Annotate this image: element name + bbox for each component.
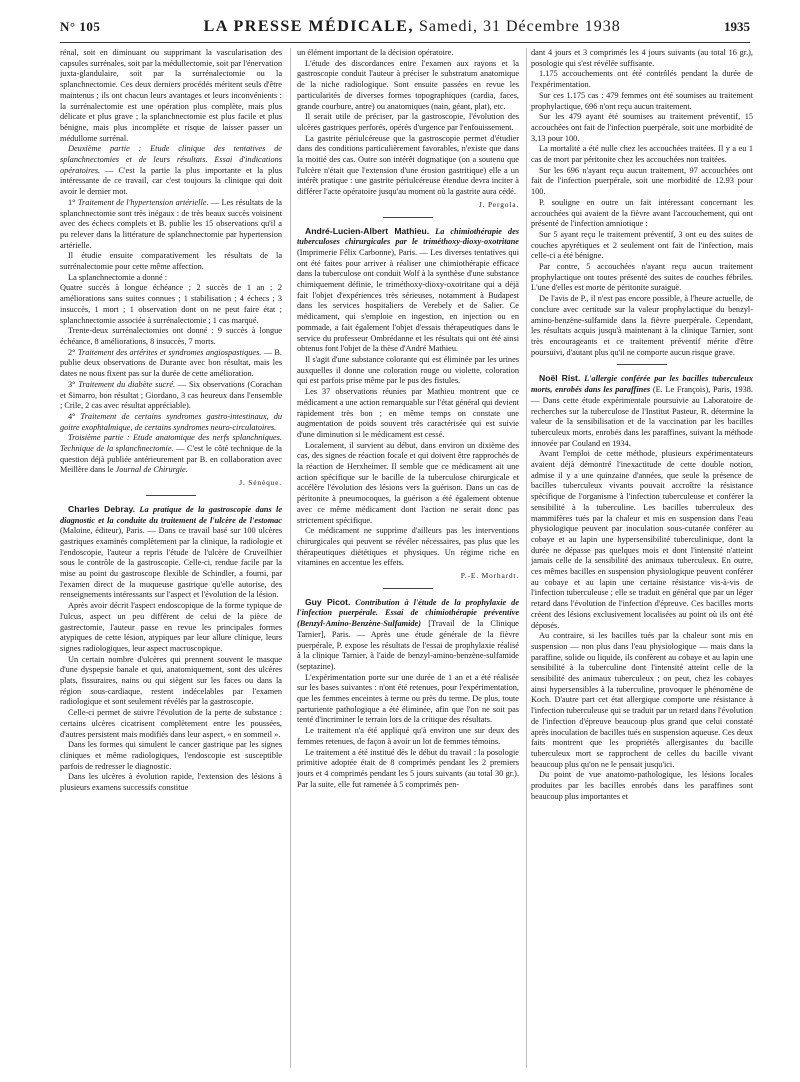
paragraph: Ce médicament ne supprime d'ailleurs pas les interventions chirurgicales qui peuvent se révéler nécessaires, pas plus que les thérapeutiques diététiques et physiques. Un régime riche en vitamines en accentue les effets.: [297, 526, 519, 568]
italic-heading: Deuxième partie : Etude clinique des tentatives de splanchnectomies et de leurs résultats. Essai d'indications opératoires.: [60, 144, 282, 175]
review-title: L'allergie conférée par les bacilles tuberculeux morts, enrobés dans les paraffines: [531, 374, 753, 395]
article-separator: [617, 364, 667, 365]
paragraph: un élément important de la décision opératoire.: [297, 48, 454, 57]
issue-number: N° 105: [60, 19, 101, 34]
masthead: [204, 18, 621, 36]
paragraph: De l'avis de P., il n'est pas encore possible, à l'heure actuelle, de conclure avec certitude sur la valeur prophylactique du benzyl-amino-benzène-sulfamide dans la fièvre puerpérale. Cependant, les résultats acquis jusqu'à maintenant à la clinique Tarnier, sont très encourageants et ce traitement préventif mérite d'être poursuivi, d'autant plus qu'il ne comporte aucun risque grave.: [531, 294, 753, 357]
paragraph: La splanchnectomie a donné :: [68, 272, 168, 282]
column-1: [60, 48, 282, 1073]
paragraph: Avant l'emploi de cette méthode, plusieurs expérimentateurs avaient déjà démontré l'inexactitude de cette double notion, admise il y a une quinzaine d'années, que seule la présence de bacilles tuberculeux vivants pouvait accroître la résistance spécifique de l'organisme à l'infection tuberculeuse et conférer la sensibilité à la tuberculine. Les bacilles tuberculeux des mammifères tués par la chaleur et mis en suspension dans l'eau physiologique peuvent par inoculation sous-cutanée conférer au cobaye et au lapin une hypersensibilité tuberculinique, dont la durée ne dépasse pas quelques mois et dont l'intensité n'atteint jamais celle de la sensibilité des animaux tuberculeux. En outre, ces mêmes bacilles en suspension physiologique peuvent conférer au cobaye et au lapin une certaine résistance vis-à-vis de l'infection tuberculeuse ; elle se traduit en général que par un léger retard dans l'évolution de l'infection d'épreuve. Ces bacilles morts créent des lésions exclusivement localisées au point où ils ont été déposés.: [531, 449, 753, 630]
column-divider: [290, 48, 291, 1068]
paragraph: [60, 198, 282, 252]
reviewer-signature: P.-E. Morhardt.: [460, 571, 519, 581]
review-author: Guy Picot.: [305, 596, 351, 607]
paragraph: Le traitement a été institué dès le début du travail : la posologie primitive adoptée était de 8 comprimés pendant les 2 premiers jours et 4 comprimés pendant les 5 jours suivants (au total 30 gr.). Par la suite, elle fut ramenée à 5 comprimés pen-: [297, 747, 519, 789]
paragraph: Il serait utile de préciser, par la gastroscopie, l'évolution des ulcères gastriques perforés, opérés d'urgence par l'enfouissement.: [297, 112, 519, 132]
review-author: André-Lucien-Albert Mathieu.: [305, 225, 430, 236]
text-run: — Les résultats de la splanchnectomie sont très inégaux : de très beaux succès voisinent avec des échecs complets et B. publie les 15 observations qu'il a pu relever dans la littérature de splanchnectomie par hypertension artérielle.: [60, 197, 282, 250]
paragraph: [60, 433, 282, 476]
paragraph: Un certain nombre d'ulcères qui prennent souvent le masque d'une dyspepsie banale et qui, anatomiquement, sont des ulcères plats, fissuraires, nains ou qui siègent sur les faces ou dans la région sous-cardiaque, restent indécelables par l'examen radiologique et sont seulement révélés par la gastroscopie.: [60, 654, 282, 707]
review-title: Contribution à l'étude de la prophylaxie de l'infection puerpérale. Essai de chimiothérapie préventive (Benzyl-Amino-Benzène-Sulfamide): [297, 597, 519, 629]
paragraph: [60, 144, 282, 198]
reviewer-signature: J. Pergola.: [478, 199, 519, 209]
review-lead: [297, 597, 519, 673]
paragraph: L'étude des discordances entre l'examen aux rayons et la gastroscopie conduit l'auteur à préciser le substratum anatomique de la niche radiologique. Sont ensuite passées en revue les particularités de diverses formes topographiques (cardia, faces, grande courbure, antre) ou anatomiques (nain, géant, plat), etc.: [297, 58, 519, 111]
paragraph: Par contre, 5 accouchées n'ayant reçu aucun traitement prophylactique ont toutes présenté des suites de couches fébriles. L'une d'elles est morte de péritonite suraiguë.: [531, 262, 753, 293]
paragraph: Sur les 696 n'ayant reçu aucun traitement, 97 accouchées ont fait de l'infection puerpérale, soit une morbidité de 12.93 pour 100.: [531, 165, 753, 197]
review-body: [Travail de la Clinique Tarnier], Paris. — Après une étude générale de la fièvre puerpérale, P. expose les résultats de l'essai de prophylaxie réalisé à la clinique Tarnier, à l'aide de benzyl-amino-benzène-sulfamide (septazine).: [297, 619, 519, 671]
text-run: 2°: [68, 347, 78, 357]
paragraph: Sur ces 1.175 cas : 479 femmes ont été soumises au traitement prophylactique, 696 n'ont reçu aucun traitement.: [531, 90, 753, 111]
page-header: [60, 18, 750, 40]
review-body: (Maloine, éditeur), Paris. — Dans ce travail basé sur 100 ulcères gastriques examinés complètement par la clinique, la radiologie et l'endoscopie, l'auteur a repris l'étude de l'ulcère de Cruveilhier sous le contrôle de la gastroscopie. Celle-ci, rendue facile par la mise au point du gastroscope flexible de Schindler, a fourni, par l'examen direct de la muqueuse gastrique qu'elle autorise, des renseignements intéressants sur l'aspect et l'évolution de la lésion.: [60, 526, 282, 600]
header-rule: [60, 42, 750, 43]
review-author: Noël Rist.: [539, 373, 581, 384]
paragraph: Du point de vue anatomo-pathologique, les lésions locales produites par les bacilles enrobés dans les paraffines sont beaucoup plus importantes et: [531, 770, 753, 801]
issue-date: Samedi, 31 Décembre 1938: [418, 18, 621, 35]
article-separator: [146, 495, 196, 496]
italic-heading: Traitement de l'hypertension artérielle.: [77, 197, 209, 207]
italic-heading: Traitement des artérites et syndromes angiospastiques.: [77, 347, 262, 357]
paragraph: Les 37 observations réunies par Mathieu montrent que ce médicament a une action remarquable sur l'état général qui devient rapidement très bon ; en même temps on constate une augmentation de poids souvent très caractérisée qui est suivie d'une diminution si le médicament est cessé.: [297, 387, 519, 439]
italic-heading: Traitement du diabète sucré.: [78, 379, 176, 389]
paragraph: Il étudie ensuite comparativement les résultats de la surrénalectomie pour cette même affection.: [60, 251, 282, 272]
italic-heading: Journal de Chirurgie.: [115, 465, 188, 475]
paragraph: Localement, il survient au début, dans environ un dixième des cas, des signes de réaction focale et qui doivent être rapprochés de la réaction de Herxheimer. Il semble que ce médicament ait une action spécifique sur le bacille de la tuberculose chirurgicale et accélère l'évolution des lésions vers la guérison. Dans un cas de péritonite à pneumocoques, la guérison a été également obtenue avec ce même médicament dont l'action ne serait donc pas strictement spécifique.: [297, 440, 519, 525]
paragraph: Après avoir décrit l'aspect endoscopique de la forme typique de l'ulcus, aspect un peu différent de celui de la pièce de gastrectomie, l'auteur passe en revue les principales formes atypiques de cette lésion, atypiques par leur allure clinique, leurs signes radiologiques, leur aspect macroscopique.: [60, 601, 282, 653]
paragraph: La gastrite périulcéreuse que la gastroscopie permet d'étudier dans des conditions particulièrement favorables, n'existe que dans la moitié des cas. Outre son intérêt dogmatique (on a soutenu que l'ulcère n'était que l'extension d'une érosion gastritique) elle a un intérêt pratique : une gastrite périulcéreuse étendue devra inciter à différer l'acte opératoire jusqu'au moment où la gastrite aura cédé.: [297, 133, 519, 197]
paragraph: [60, 348, 282, 380]
article-separator: [383, 588, 433, 589]
paragraph: La mortalité a été nulle chez les accouchées traitées. Il y a eu 1 cas de mort par péritonite chez les accouchées non traitées.: [531, 144, 753, 165]
paragraph: Trente-deux surrénalectomies ont donné : 9 succès à longue échéance, 8 améliorations, 8 insuccès, 7 morts.: [60, 326, 282, 346]
text-run: 4°: [68, 411, 81, 421]
text-run: 3°: [68, 379, 79, 389]
paragraph: Dans les ulcères à évolution rapide, l'extension des lésions à plusieurs examens successifs constitue: [60, 772, 282, 793]
text-run: — C'est la partie la plus importante et la plus intéressante de ce travail, car c'est toujours la clinique qui doit avoir le dernier mot.: [60, 165, 282, 197]
review-lead: [297, 226, 519, 355]
review-title: La chimiothérapie des tuberculoses chirurgicales par le triméthoxy-dioxy-oxotritane: [297, 226, 519, 247]
page-number: 1935: [724, 19, 750, 34]
review-body: (E. Le François), Paris, 1938. — Dans cette étude expérimentale poursuivie au Laboratoire de recherches sur la tuberculose de l'Institut Pasteur, R. détermine la valeur de la sensibilisation et de la vaccination par les bacilles tuberculeux morts, enrobés dans les paraffines, suivant la méthode innovée par Couland en 1934.: [531, 385, 753, 448]
paragraph: Il s'agit d'une substance colorante qui est éliminée par les urines auxquelles il donne une coloration rouge ou violette, coloration qui est parfois prise même par le pus des fistules.: [297, 354, 519, 386]
paragraph: P. souligne en outre un fait intéressant concernant les accouchées qui avaient de la fièvre avant l'accouchement, qui ont présenté de l'infection amniotique :: [531, 197, 753, 229]
text-run: — C'est le côté technique de la question déjà publiée antérieurement par B. en collaboration avec Meillère dans le: [60, 444, 282, 475]
column-divider: [526, 48, 527, 1068]
paragraph: dant 4 jours et 3 comprimés les 4 jours suivants (au total 16 gr.), posologie qui s'est révélée suffisante.: [531, 48, 753, 68]
paragraph: Le traitement n'a été appliqué qu'à environ une sur deux des femmes retenues, de façon à avoir un lot de femmes témoins.: [297, 726, 519, 746]
paragraph: L'expérimentation porte sur une durée de 1 an et a été réalisée sur les bases suivantes : n'ont été retenues, pour l'expérimentation, que les femmes enceintes à terme ou près du terme. De plus, toute parturiente pathologique a été éliminée, afin que l'on ne soit pas tenté d'incriminer le terrain lors de la critique des résultats.: [297, 672, 519, 725]
review-body: (Imprimerie Félix Carbonne), Paris. — Les diverses tentatives qui ont été faites pour arriver à réaliser une chimiothérapie efficace dans la tuberculose ont conduit Wolf à la synthèse d'une substance chimiquement définie, le triméthoxy-dioxy-oxotritane qui a déjà fait l'objet d'expériences très sérieuses, notamment à Budapest dans les services hospitaliers de Verebely et de Salier. Ce médicament, qui s'emploie en ingestion, en injection ou en pommade, a fait également l'objet d'essais thérapeutiques dans le service du professeur Ombrédanne et les résultats qui ont été ainsi obtenus font l'objet de la thèse d'André Mathieu.: [297, 247, 519, 354]
paragraph: rénal, soit en diminuant ou supprimant la vascularisation des capsules surrénales, soit par la médullectomie, soit par l'énervation juxta-glandulaire, soit par la surrénalectomie ou la splanchnectomie. Ces deux derniers procédés méritent seuls d'être maintenus ; ils ont chacun leurs avantages et leurs inconvénients : la surrénalectomie est une opération plus complète, mais plus délicate et plus grave ; la splanchnectomie est plus facile et plus bénigne, mais plus incomplète et risque de laisser passer un médullome surrénal.: [60, 48, 282, 143]
italic-heading: Troisième partie : Etude anatomique des nerfs splanchniques. Technique de la splanchnectomie.: [60, 433, 282, 454]
paragraph: 1.175 accouchements ont été contrôlés pendant la durée de l'expérimentation.: [531, 69, 753, 90]
text-run: — B. publie deux observations de Durante avec bon résultat, mais les dates ne nous fixent pas sur la durée de cette amélioration.: [60, 347, 282, 379]
review-lead: [60, 504, 282, 601]
review-author: Charles Debray.: [68, 503, 136, 514]
article-separator: [383, 217, 433, 218]
paragraph: Dans les formes qui simulent le cancer gastrique par les signes cliniques et même radiologiques, l'endoscopie est susceptible parfois de redresser le diagnostic.: [60, 740, 282, 771]
review-title: La pratique de la gastroscopie dans le diagnostic et la conduite du traitement de l'ulcère de l'estomac: [60, 504, 282, 525]
journal-name: LA PRESSE MÉDICALE,: [203, 18, 414, 35]
text-run: 1°: [68, 197, 78, 207]
paragraph: Quatre succès à longue échéance ; 2 succès de 1 an ; 2 améliorations sans suites connues ; 1 stabilisation ; 4 échecs ; 3 insuccès, 1 mort ; 1 observation dont on ne peut faire état ; splanchnectomie associée à surrénalectomie ; 1 cas marqué.: [60, 283, 282, 325]
paragraph: Sur 5 ayant reçu le traitement préventif, 3 ont eu des suites de couches apyrétiques et 2 seulement ont fait de l'infection, mais celle-ci a été bénigne.: [531, 229, 753, 261]
paragraph: [60, 412, 282, 433]
paragraph: Celle-ci permet de suivre l'évolution de la perte de substance : certains ulcères cicatrisent complètement entre les poussées, d'autres persistent mais modifiés dans leur aspect, « en sommeil ».: [60, 708, 282, 739]
reviewer-signature: J. Sénèque.: [239, 478, 282, 488]
paragraph: Sur les 479 ayant été soumises au traitement préventif, 15 accouchées ont fait de l'infection puerpérale, soit une morbidité de 3,13 pour 100.: [531, 112, 753, 143]
paragraph: Au contraire, si les bacilles tués par la chaleur sont mis en suspension — non plus dans l'eau physiologique — mais dans la paraffine, solide ou liquide, ils confèrent au cobaye et au lapin une sensibilité à la tuberculine dont l'intensité atteint celle de la sensibilité des animaux tuberculeux ; on peut, chez les cobayes ainsi hypersensibles à la tuberculine, provoquer le phénomène de Koch. D'autre part cet état allergique comporte une résistance à l'infection tuberculeuse qui se traduit par un retard dans l'évolution de l'infection d'épreuve beaucoup plus grand que celui constaté après inoculation de bacilles tués en suspension aqueuse. Ces deux faits montrent que les propriétés allergisantes du bacille tuberculeux mort se rapprochent de celles du bacille vivant beaucoup plus qu'on ne le pensait jusqu'ici.: [531, 631, 753, 769]
column-2: [297, 48, 519, 1073]
text-run: — Six observations (Corachan et Simarro, bon résultat ; Giordano, 3 cas heureux dans l'ensemble ; Crile, 2 cas avec résultat appréciable).: [60, 379, 282, 411]
italic-heading: Traitement de certains syndromes gastro-intestinaux, du goitre exophtalmique, de certains syndromes neuro-circulatoires.: [60, 411, 282, 432]
paragraph: [60, 380, 282, 412]
column-3: [531, 48, 753, 1073]
review-lead: [531, 373, 753, 449]
